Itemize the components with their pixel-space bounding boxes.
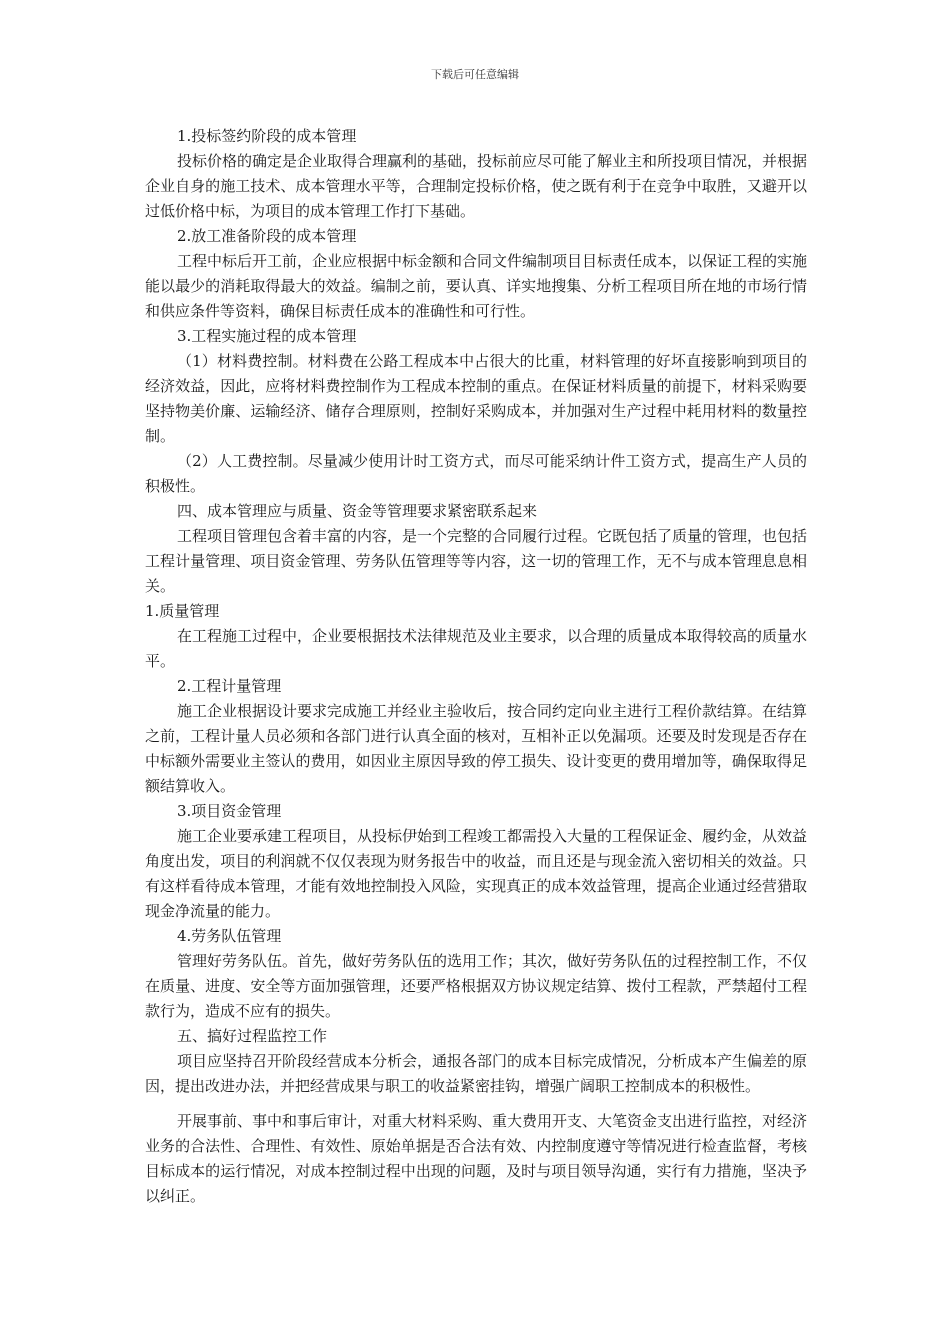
section-heading: 1.投标签约阶段的成本管理 — [177, 127, 357, 145]
page-header: 下载后可任意编辑 — [431, 68, 519, 81]
body-paragraph: 工程中标后开工前，企业应根据中标金额和合同文件编制项目目标责任成本，以保证工程的实施能以最少的消耗取得最大的效益。编制之前，要认真、详实地搜集、分析工程项目所在地的市场行情和供应条件等资料，确保目标责任成本的准确性和可行性。 — [145, 252, 808, 320]
body-paragraph: 开展事前、事中和事后审计，对重大材料采购、重大费用开支、大笔资金支出进行监控，对经济业务的合法性、合理性、有效性、原始单据是否合法有效、内控制度遵守等情况进行检查监督，考核目标成本的运行情况，对成本控制过程中出现的问题，及时与项目领导沟通，实行有力措施，坚决予以纠正。 — [145, 1112, 808, 1205]
body-paragraph: （2）人工费控制。尽量减少使用计时工资方式，而尽可能采纳计件工资方式，提高生产人员的积极性。 — [145, 452, 807, 495]
section-heading: 3.工程实施过程的成本管理 — [177, 327, 357, 345]
body-paragraph: 工程项目管理包含着丰富的内容，是一个完整的合同履行过程。它既包括了质量的管理，也包括工程计量管理、项目资金管理、劳务队伍管理等等内容，这一切的管理工作，无不与成本管理息息相关。 — [145, 527, 808, 595]
body-paragraph: 投标价格的确定是企业取得合理赢利的基础，投标前应尽可能了解业主和所投项目情况，并根据企业自身的施工技术、成本管理水平等，合理制定投标价格，使之既有利于在竞争中取胜，又避开以过低价格中标，为项目的成本管理工作打下基础。 — [145, 152, 808, 220]
section-heading: 2.工程计量管理 — [177, 677, 282, 695]
body-paragraph: 施工企业要承建工程项目，从投标伊始到工程竣工都需投入大量的工程保证金、履约金，从效益角度出发，项目的利润就不仅仅表现为财务报告中的收益，而且还是与现金流入密切相关的效益。只有这样看待成本管理，才能有效地控制投入风险，实现真正的成本效益管理，提高企业通过经营猎取现金净流量的能力。 — [145, 827, 808, 920]
section-heading: 1.质量管理 — [145, 602, 220, 620]
section-heading: 五、搞好过程监控工作 — [177, 1027, 328, 1045]
document-body — [145, 124, 807, 1209]
body-paragraph: 在工程施工过程中，企业要根据技术法律规范及业主要求，以合理的质量成本取得较高的质量水平。 — [145, 627, 808, 670]
section-heading: 4.劳务队伍管理 — [177, 927, 282, 945]
body-paragraph: 管理好劳务队伍。首先，做好劳务队伍的选用工作；其次，做好劳务队伍的过程控制工作，不仅在质量、进度、安全等方面加强管理，还要严格根据双方协议规定结算、拨付工程款，严禁超付工程款行为，造成不应有的损失。 — [145, 952, 808, 1020]
body-paragraph: （1）材料费控制。材料费在公路工程成本中占很大的比重，材料管理的好坏直接影响到项目的经济效益，因此，应将材料费控制作为工程成本控制的重点。在保证材料质量的前提下，材料采购要坚持物美价廉、运输经济、储存合理原则，控制好采购成本，并加强对生产过程中耗用材料的数量控制。 — [145, 352, 807, 445]
body-paragraph: 施工企业根据设计要求完成施工并经业主验收后，按合同约定向业主进行工程价款结算。在结算之前，工程计量人员必须和各部门进行认真全面的核对，互相补正以免漏项。还要及时发现是否存在中标额外需要业主签认的费用，如因业主原因导致的停工损失、设计变更的费用增加等，确保取得足额结算收入。 — [145, 702, 808, 795]
section-heading: 2.放工准备阶段的成本管理 — [177, 227, 357, 245]
body-paragraph: 项目应坚持召开阶段经营成本分析会，通报各部门的成本目标完成情况，分析成本产生偏差的原因，提出改进办法，并把经营成果与职工的收益紧密挂钩，增强广阔职工控制成本的积极性。 — [145, 1052, 808, 1095]
section-heading: 3.项目资金管理 — [177, 802, 282, 820]
section-heading: 四、成本管理应与质量、资金等管理要求紧密联系起来 — [177, 502, 538, 520]
